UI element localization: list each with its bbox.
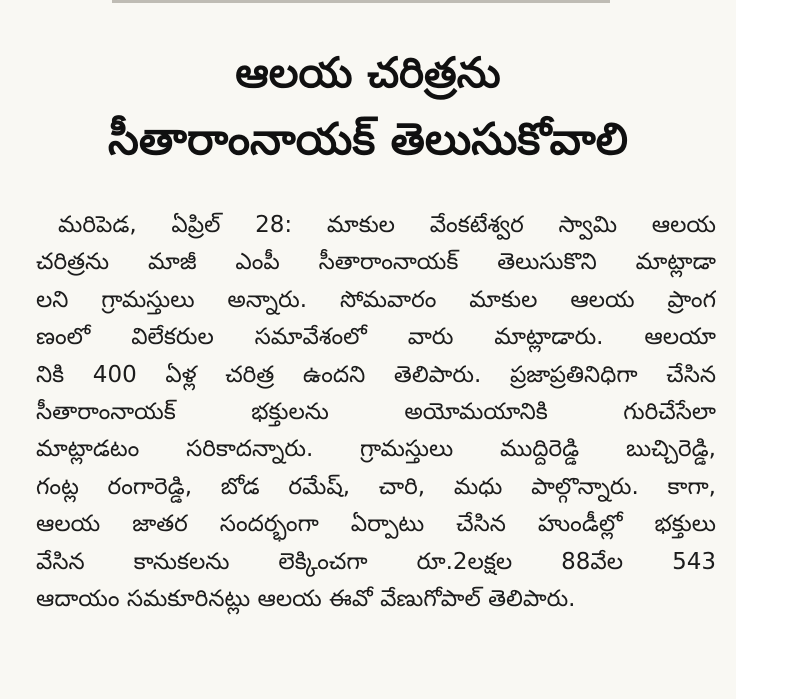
body-line: లని గ్రామస్తులు అన్నారు. సోమవారం మాకుల ఆలయ ప్రాంగ xyxy=(36,286,716,313)
body-line: ఆలయ జాతర సందర్భంగా ఏర్పాటు చేసిన హుండీల్లో భక్తులు xyxy=(36,511,716,538)
body-line: మాట్లాడటం సరికాదన్నారు. గ్రామస్తులు ముద్దిరెడ్డి బుచ్చిరెడ్డి, xyxy=(36,436,716,463)
body-line: ణంలో విలేకరుల సమావేశంలో వారు మాట్లాడారు. ఆలయా xyxy=(36,324,716,351)
top-divider xyxy=(112,0,610,3)
article-body xyxy=(36,207,716,618)
headline-line-1: ఆలయ చరిత్రను xyxy=(235,48,501,97)
body-line: వేసిన కానుకలను లెక్కించగా రూ.2లక్షల 88వేల 543 xyxy=(36,548,716,575)
body-line: సీతారాంనాయక్ భక్తులను అయోమయానికి గురిచేసేలా xyxy=(36,398,716,425)
body-line: ఆదాయం సమకూరినట్లు ఆలయ ఈవో వేణుగోపాల్ తెలిపారు. xyxy=(36,585,576,612)
body-line: చరిత్రను మాజీ ఎంపీ సీతారాంనాయక్ తెలుసుకొని మాట్లాడా xyxy=(36,249,716,276)
body-line: మరిపెడ, ఏప్రిల్ 28: మాకుల వేంకటేశ్వర స్వామి ఆలయ xyxy=(58,212,716,238)
headline-line-2: సీతారాంనాయక్ తెలుసుకోవాలి xyxy=(108,114,628,165)
body-line: గంట్ల రంగారెడ్డి, బోడ రమేష్, చారి, మధు పాల్గొన్నారు. కాగా, xyxy=(36,473,716,500)
body-line: నికి 400 ఏళ్ల చరిత్ర ఉందని తెలిపారు. ప్రజాప్రతినిధిగా చేసిన xyxy=(36,361,716,388)
